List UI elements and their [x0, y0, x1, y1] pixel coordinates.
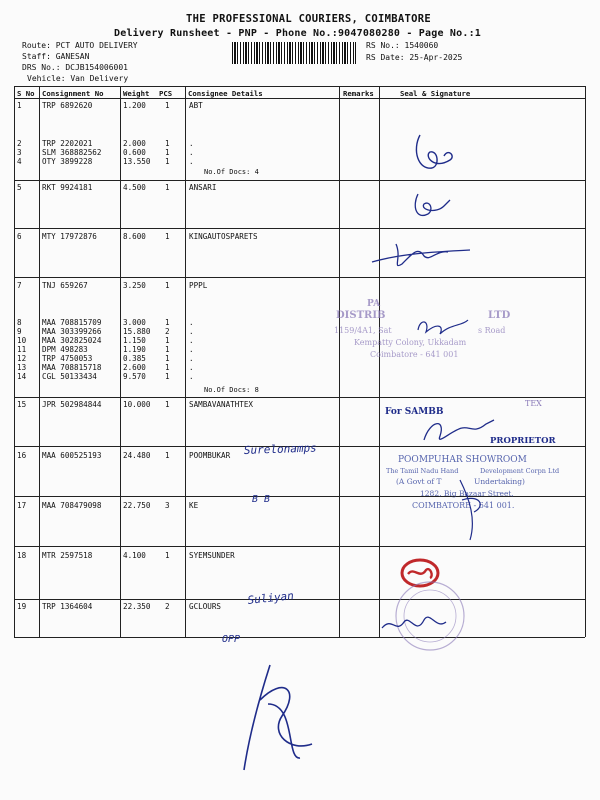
staff-label: Staff: GANESAN — [22, 52, 90, 61]
row-16-weight: 24.480 — [123, 451, 151, 460]
row-5-consignee: ANSARI — [189, 183, 217, 192]
row-6-consignee: KINGAUTOSPARETS — [189, 232, 258, 241]
round-seal-icon — [396, 582, 464, 650]
row-13-sno: 13 — [17, 363, 27, 372]
row-9-consignment: MAA 303399266 — [42, 327, 102, 336]
row-2-consignment: TRP 2202021 — [42, 139, 93, 148]
row-3-consignment: SLM 368882562 — [42, 148, 102, 157]
row-9-weight: 15.880 — [123, 327, 151, 336]
stamp-1-line-3: 1159/4A1, Sat — [334, 326, 392, 335]
sambavanath-stamp — [385, 399, 556, 446]
row-9-sno: 9 — [17, 327, 22, 336]
row-10-consignee: . — [189, 336, 194, 345]
handwritten-note-row-19-opp: OPP — [222, 634, 241, 645]
stamp-1-line-5: Coimbatore - 641 001 — [370, 350, 459, 359]
stamp-1-line-2: DISTRIB — [336, 310, 386, 321]
handwritten-note-row-17: B B — [252, 494, 271, 505]
row-16-consignment: MAA 600525193 — [42, 451, 102, 460]
row-19-weight: 22.350 — [123, 602, 151, 611]
row-11-sno: 11 — [17, 345, 27, 354]
row-15-weight: 10.000 — [123, 400, 151, 409]
row-8-pcs: 1 — [165, 318, 170, 327]
stamp-3-line-3: (A Govt of T — [396, 477, 442, 486]
stamp-1-line-4: Kempatty Colony, Ukkadam — [354, 338, 467, 347]
row-13-consignee: . — [189, 363, 194, 372]
stamp-2-line-1: For SAMBB — [385, 407, 444, 417]
row-4-pcs: 1 — [165, 157, 170, 166]
row-18-sno: 18 — [17, 551, 27, 560]
row-15-consignee: SAMBAVANATHTEX — [189, 400, 254, 409]
row-4-sno: 4 — [17, 157, 22, 166]
drs-number: DRS No.: DCJB154006001 — [22, 63, 128, 72]
row-18-pcs: 1 — [165, 551, 170, 560]
row-4-consignee: . — [189, 157, 194, 166]
row-3-consignee: . — [189, 148, 194, 157]
row-6-weight: 8.600 — [123, 232, 146, 241]
row-19-pcs: 2 — [165, 602, 170, 611]
row-12-consignment: TRP 4750053 — [42, 354, 93, 363]
docs-count-note: No.Of Docs: 8 — [204, 386, 259, 394]
runsheet-subtitle: Delivery Runsheet - PNP - Phone No.:9047080280 - Page No.:1 — [114, 28, 482, 39]
row-11-consignment: DPM 498283 — [42, 345, 88, 354]
row-14-consignee: . — [189, 372, 194, 381]
row-10-sno: 10 — [17, 336, 27, 345]
signature-row-7 — [418, 320, 468, 334]
row-7-weight: 3.250 — [123, 281, 146, 290]
row-8-weight: 3.000 — [123, 318, 146, 327]
row-3-weight: 0.600 — [123, 148, 146, 157]
route-label: Route: PCT AUTO DELIVERY — [22, 41, 138, 50]
row-17-pcs: 3 — [165, 501, 170, 510]
row-9-pcs: 2 — [165, 327, 170, 336]
row-7-consignee: PPPL — [189, 281, 208, 290]
row-1-consignment: TRP 6892620 — [42, 101, 93, 110]
stamp-1-line-2b: LTD — [488, 310, 511, 321]
vehicle-label: Vehicle: Van Delivery — [27, 74, 129, 83]
row-9-consignee: . — [189, 327, 194, 336]
stamp-1-line-1: PA — [367, 299, 381, 309]
row-19-consignee: GCLOURS — [189, 602, 222, 611]
row-10-weight: 1.150 — [123, 336, 146, 345]
large-handwritten-scribble — [244, 665, 312, 770]
signature-row-6 — [372, 244, 470, 266]
row-17-sno: 17 — [17, 501, 27, 510]
row-12-weight: 0.385 — [123, 354, 146, 363]
row-6-consignment: MTY 17972876 — [42, 232, 97, 241]
rs-number: RS No.: 1540060 — [366, 41, 439, 50]
row-12-sno: 12 — [17, 354, 27, 363]
row-13-consignment: MAA 708815718 — [42, 363, 102, 372]
row-12-consignee: . — [189, 354, 194, 363]
row-8-sno: 8 — [17, 318, 22, 327]
row-13-weight: 2.600 — [123, 363, 146, 372]
docs-count-note: No.Of Docs: 4 — [204, 168, 259, 176]
row-19-consignment: TRP 1364604 — [42, 602, 93, 611]
col-header-weight: Weight — [123, 89, 150, 98]
company-title: THE PROFESSIONAL COURIERS, COIMBATORE — [186, 13, 431, 25]
handwritten-note-row-19-name: Suliyan — [246, 589, 295, 607]
signature-row-5 — [415, 194, 450, 215]
row-14-consignment: CGL 50133434 — [42, 372, 97, 381]
row-1-sno: 1 — [17, 101, 22, 110]
row-8-consignee: . — [189, 318, 194, 327]
row-10-consignment: MAA 302825024 — [42, 336, 102, 345]
row-1-consignee: ABT — [189, 101, 203, 110]
col-header-pcs: PCS — [159, 89, 173, 98]
row-7-sno: 7 — [17, 281, 22, 290]
row-15-consignment: JPR 502984844 — [42, 400, 102, 409]
handwritten-note-row-16: Surelonamps — [243, 441, 317, 457]
stamp-3-line-4: 1282, Big Bazaar Street, — [420, 489, 514, 498]
row-5-weight: 4.500 — [123, 183, 146, 192]
row-6-pcs: 1 — [165, 232, 170, 241]
row-12-pcs: 1 — [165, 354, 170, 363]
row-2-consignee: . — [189, 139, 194, 148]
row-1-weight: 1.200 — [123, 101, 146, 110]
row-10-pcs: 1 — [165, 336, 170, 345]
row-5-pcs: 1 — [165, 183, 170, 192]
stamp-3-line-2b: Development Corpn Ltd — [480, 467, 560, 475]
row-11-pcs: 1 — [165, 345, 170, 354]
row-3-pcs: 1 — [165, 148, 170, 157]
col-header-consignment: Consignment No — [42, 89, 104, 98]
row-7-pcs: 1 — [165, 281, 170, 290]
signature-row-1 — [416, 135, 452, 168]
row-1-pcs: 1 — [165, 101, 170, 110]
row-2-pcs: 1 — [165, 139, 170, 148]
row-11-weight: 1.190 — [123, 345, 146, 354]
row-17-consignment: MAA 708479098 — [42, 501, 102, 510]
row-17-weight: 22.750 — [123, 501, 151, 510]
stamp-1-line-3b: s Road — [478, 326, 506, 335]
row-2-sno: 2 — [17, 139, 22, 148]
row-11-consignee: . — [189, 345, 194, 354]
col-header-consignee: Consignee Details — [188, 89, 263, 98]
signature-row-19 — [382, 617, 446, 628]
row-16-consignee: POOMBUKAR — [189, 451, 231, 460]
row-17-consignee: KE — [189, 501, 199, 510]
row-14-pcs: 1 — [165, 372, 170, 381]
stamp-2-line-1b: TEX — [525, 399, 542, 408]
stamp-3-line-3b: Undertaking) — [474, 477, 525, 486]
signature-row-15 — [424, 420, 494, 440]
rs-date: RS Date: 25-Apr-2025 — [366, 53, 463, 62]
row-3-sno: 3 — [17, 148, 22, 157]
row-8-consignment: MAA 708815709 — [42, 318, 102, 327]
col-header-seal: Seal & Signature — [400, 89, 471, 98]
col-header-sno: S No — [17, 89, 35, 98]
row-5-consignment: RKT 9924181 — [42, 183, 93, 192]
row-18-weight: 4.100 — [123, 551, 146, 560]
stamp-3-line-1: POOMPUHAR SHOWROOM — [398, 455, 527, 465]
row-15-sno: 15 — [17, 400, 27, 409]
row-18-consignment: MTR 2597518 — [42, 551, 93, 560]
stamp-3-line-5: COIMBATORE - 641 001. — [412, 501, 515, 510]
distributor-stamp — [334, 299, 511, 359]
row-18-consignee: SYEMSUNDER — [189, 551, 235, 560]
col-header-remarks: Remarks — [343, 89, 374, 98]
row-5-sno: 5 — [17, 183, 22, 192]
poompuhar-stamp — [386, 455, 559, 510]
row-16-sno: 16 — [17, 451, 27, 460]
stamp-2-line-2: PROPRIETOR — [490, 436, 556, 446]
stamp-3-line-2: The Tamil Nadu Hand — [386, 467, 459, 475]
row-4-weight: 13.550 — [123, 157, 151, 166]
row-6-sno: 6 — [17, 232, 22, 241]
row-16-pcs: 1 — [165, 451, 170, 460]
row-14-sno: 14 — [17, 372, 27, 381]
row-14-weight: 9.570 — [123, 372, 146, 381]
row-13-pcs: 1 — [165, 363, 170, 372]
row-19-sno: 19 — [17, 602, 27, 611]
row-15-pcs: 1 — [165, 400, 170, 409]
row-4-consignment: OTY 3899228 — [42, 157, 93, 166]
row-2-weight: 2.000 — [123, 139, 146, 148]
row-7-consignment: TNJ 659267 — [42, 281, 88, 290]
